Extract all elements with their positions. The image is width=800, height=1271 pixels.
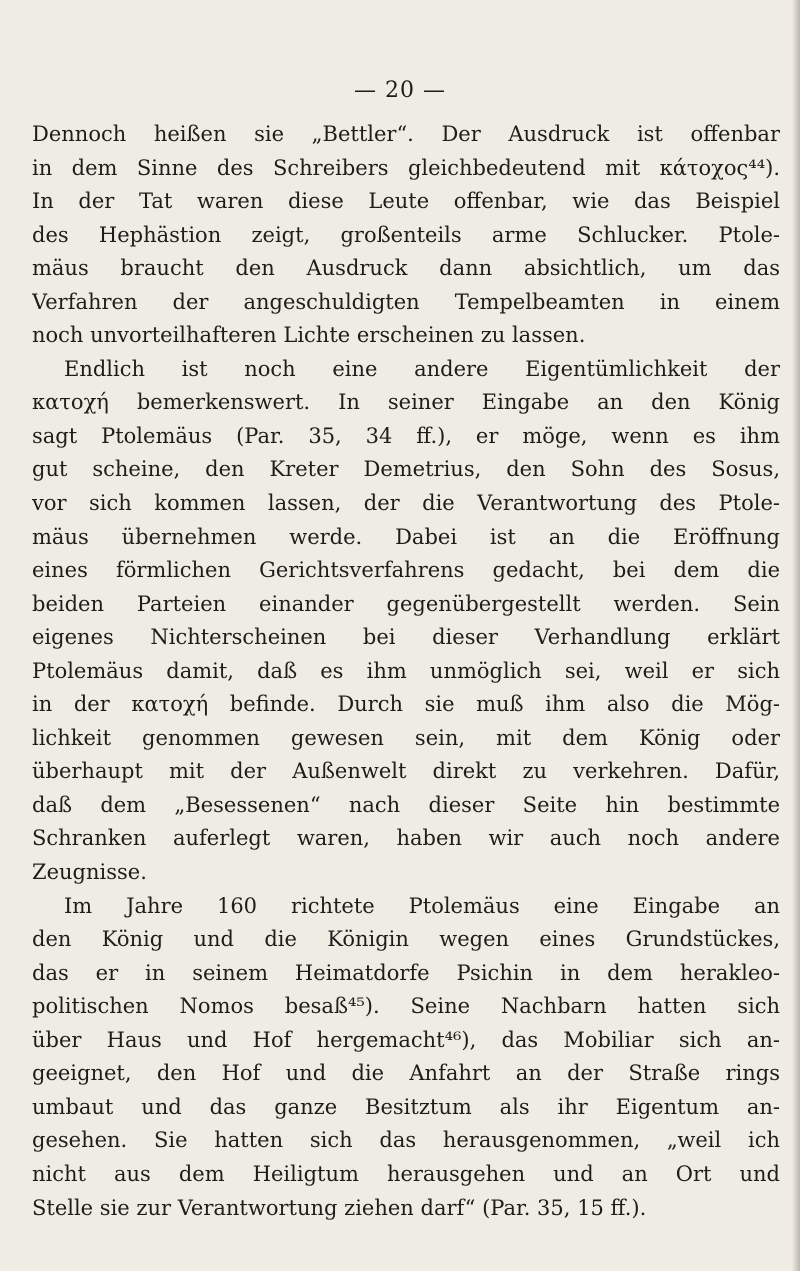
text-line: nicht aus dem Heiligtum herausgehen und an Ort und bbox=[32, 1161, 780, 1186]
body-text bbox=[32, 118, 780, 1225]
text-line: überhaupt mit der Außenwelt direkt zu verkehren. Dafür, bbox=[32, 759, 780, 784]
text-line: gesehen. Sie hatten sich das herausgenommen, „weil ich bbox=[32, 1128, 780, 1153]
text-line: den König und die Königin wegen eines Grundstückes, bbox=[32, 927, 780, 952]
text-line: über Haus und Hof hergemacht⁴⁶), das Mobiliar sich an- bbox=[32, 1027, 780, 1052]
text-line: lichkeit genommen gewesen sein, mit dem König oder bbox=[32, 725, 780, 750]
text-line: mäus übernehmen werde. Dabei ist an die Eröffnung bbox=[32, 524, 780, 549]
text-line: Im Jahre 160 richtete Ptolemäus eine Eingabe an bbox=[64, 893, 780, 918]
text-line: mäus braucht den Ausdruck dann absichtlich, um das bbox=[32, 256, 780, 281]
text-line: Ptolemäus damit, daß es ihm unmöglich sei, weil er sich bbox=[32, 658, 780, 683]
text-line: vor sich kommen lassen, der die Verantwortung des Ptole- bbox=[32, 491, 780, 516]
text-line: daß dem „Besessenen“ nach dieser Seite hin bestimmte bbox=[32, 792, 780, 817]
text-line: In der Tat waren diese Leute offenbar, wie das Beispiel bbox=[32, 189, 780, 214]
text-line: sagt Ptolemäus (Par. 35, 34 ff.), er möge, wenn es ihm bbox=[32, 423, 780, 448]
text-line: das er in seinem Heimatdorfe Psichin in dem herakleo- bbox=[32, 960, 780, 985]
page-number: — 20 — bbox=[354, 78, 446, 103]
text-line: in der κατοχή befinde. Durch sie muß ihm also die Mög- bbox=[32, 692, 780, 717]
text-line: Zeugnisse. bbox=[32, 860, 147, 885]
text-line: beiden Parteien einander gegenübergestellt werden. Sein bbox=[32, 591, 780, 616]
text-line: eigenes Nichterscheinen bei dieser Verhandlung erklärt bbox=[32, 625, 780, 650]
text-line: in dem Sinne des Schreibers gleichbedeutend mit κάτοχος⁴⁴). bbox=[32, 155, 780, 180]
text-line: Dennoch heißen sie „Bettler“. Der Ausdruck ist offenbar bbox=[32, 122, 780, 146]
text-line: Verfahren der angeschuldigten Tempelbeamten in einem bbox=[32, 289, 780, 314]
text-line: gut scheine, den Kreter Demetrius, den Sohn des Sosus, bbox=[32, 457, 780, 482]
text-line: politischen Nomos besaß⁴⁵). Seine Nachbarn hatten sich bbox=[32, 994, 780, 1019]
text-line: eines förmlichen Gerichtsverfahrens gedacht, bei dem die bbox=[32, 558, 780, 583]
text-line: des Hephästion zeigt, großenteils arme Schlucker. Ptole- bbox=[32, 222, 780, 247]
text-line: umbaut und das ganze Besitztum als ihr Eigentum an- bbox=[32, 1094, 780, 1119]
page-edge-shadow bbox=[792, 0, 800, 1271]
text-line: Schranken auferlegt waren, haben wir auch noch andere bbox=[32, 826, 780, 851]
text-line: κατοχή bemerkenswert. In seiner Eingabe an den König bbox=[32, 390, 780, 415]
text-line: Stelle sie zur Verantwortung ziehen darf“ (Par. 35, 15 ff.). bbox=[32, 1195, 647, 1220]
text-line: Endlich ist noch eine andere Eigentümlichkeit der bbox=[64, 356, 780, 381]
text-line: noch unvorteilhafteren Lichte erscheinen zu lassen. bbox=[32, 323, 586, 348]
text-line: geeignet, den Hof und die Anfahrt an der Straße rings bbox=[32, 1061, 780, 1086]
